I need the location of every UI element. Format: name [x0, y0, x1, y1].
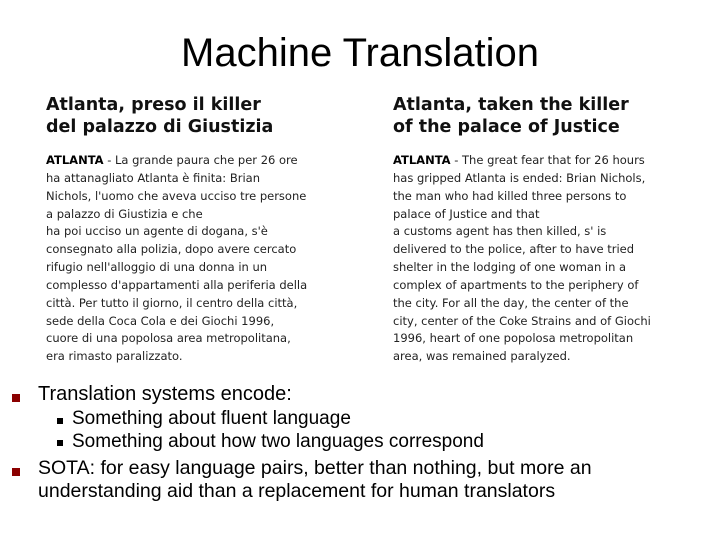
- article-line: the man who had killed three persons to: [393, 188, 627, 203]
- bullet-square-icon: [12, 468, 20, 476]
- article-line: palace of Justice and that: [393, 206, 540, 221]
- article-line: complex of apartments to the periphery of: [393, 277, 639, 292]
- english-article: [393, 94, 693, 366]
- article-line: complesso d'appartamenti alla periferia della: [46, 277, 308, 292]
- bullet-square-icon: [12, 394, 20, 402]
- article-line: città. Per tutto il giorno, il centro della città,: [46, 295, 298, 310]
- italian-dateline: ATLANTA: [46, 153, 104, 167]
- article-line: a customs agent has then killed, s' is: [393, 224, 607, 239]
- article-line: city, center of the Coke Strains and of Giochi: [393, 313, 651, 328]
- article-line: has gripped Atlanta is ended: Brian Nichols,: [393, 170, 646, 185]
- article-line: a palazzo di Giustizia e che: [46, 206, 203, 221]
- slide-title: Machine Translation: [181, 31, 539, 75]
- article-line: area, was remained paralyzed.: [393, 349, 571, 364]
- article-line: ha attanagliato Atlanta è finita: Brian: [46, 170, 260, 185]
- article-line: shelter in the lodging of one woman in a: [393, 260, 627, 275]
- italian-article: [46, 94, 346, 366]
- article-line: consegnato alla polizia, dopo avere cercato: [46, 242, 297, 257]
- article-line: Nichols, l'uomo che aveva ucciso tre persone: [46, 188, 307, 203]
- article-line: sede della Coca Cola e dei Giochi 1996,: [46, 313, 275, 328]
- bullet-item: Translation systems encode:: [38, 383, 292, 405]
- sub-bullet-square-icon: [57, 418, 63, 424]
- article-line: delivered to the police, after to have tried: [393, 242, 635, 257]
- bullet-item: SOTA: for easy language pairs, better than nothing, but more an: [38, 457, 592, 479]
- article-line: 1996, heart of one popolosa metropolitan: [393, 331, 634, 346]
- article-line: the city. For all the day, the center of the: [393, 295, 629, 310]
- italian-article-body: [46, 152, 346, 366]
- sub-bullet-item: Something about how two languages correspond: [72, 431, 484, 452]
- article-line: cuore di una popolosa area metropolitana,: [46, 331, 291, 346]
- article-line: ATLANTA - The great fear that for 26 hours: [393, 153, 645, 167]
- article-line: rifugio nell'alloggio di una donna in un: [46, 260, 268, 275]
- italian-headline: Atlanta, preso il killer del palazzo di Giustizia: [46, 95, 274, 137]
- article-line: era rimasto paralizzato.: [46, 349, 183, 364]
- english-headline: Atlanta, taken the killer of the palace of Justice: [393, 95, 629, 137]
- english-dateline: ATLANTA: [393, 153, 451, 167]
- article-line: ha poi ucciso un agente di dogana, s'è: [46, 224, 268, 239]
- english-article-body: [393, 152, 693, 366]
- sub-bullet-square-icon: [57, 440, 63, 446]
- bullet-item-continuation: understanding aid than a replacement for human translators: [38, 480, 556, 502]
- sub-bullet-item: Something about fluent language: [72, 408, 351, 429]
- article-line: ATLANTA - La grande paura che per 26 ore: [46, 153, 298, 167]
